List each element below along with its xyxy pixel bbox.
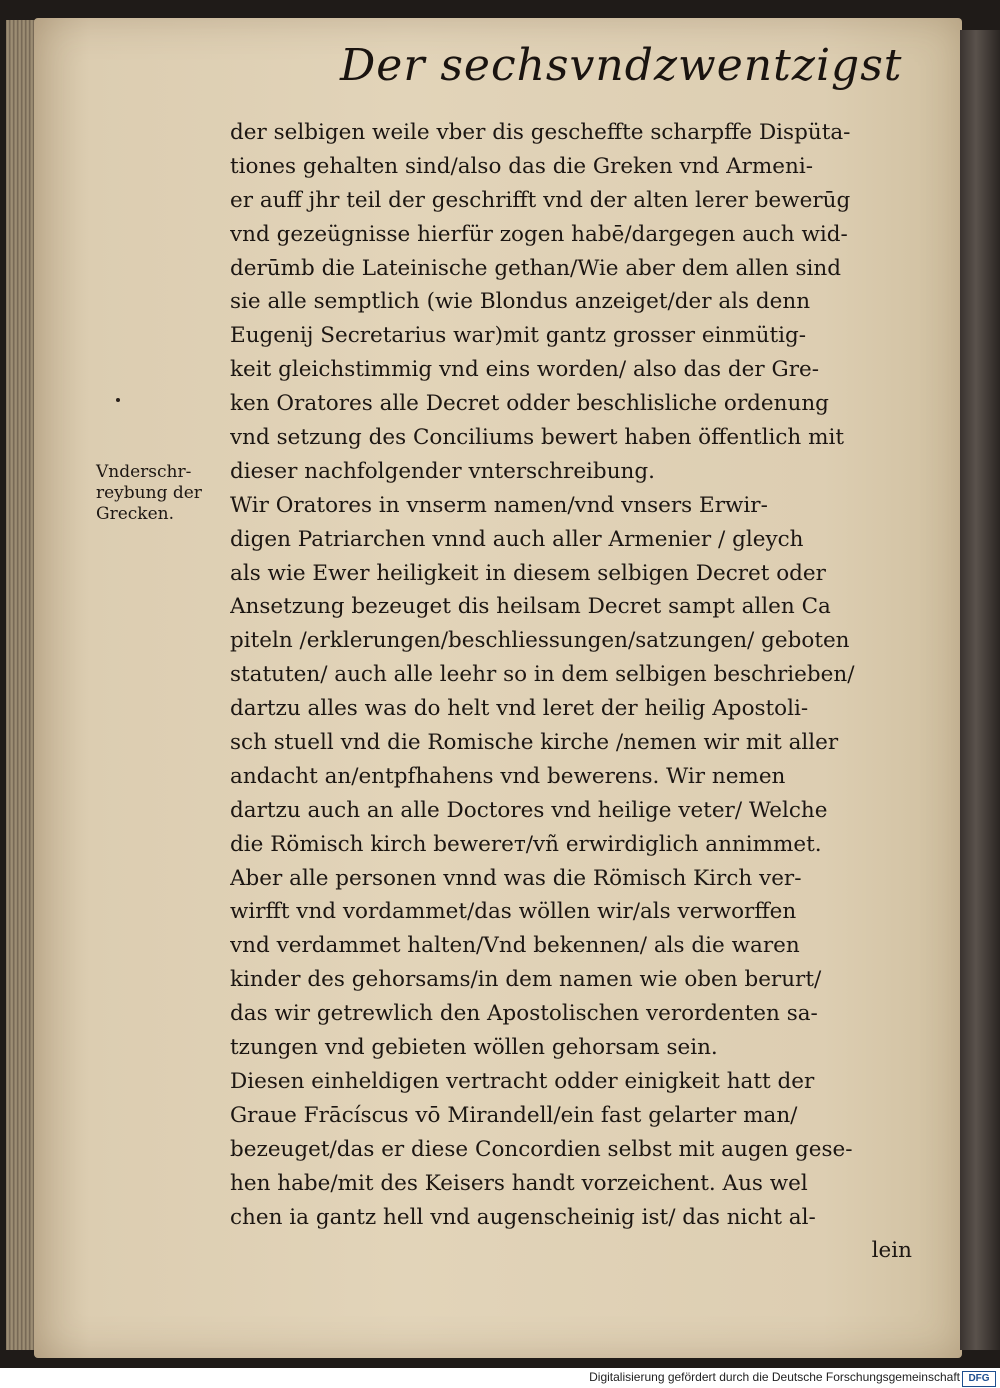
text-line: wirfft vnd vordammet/das wöllen wir/als verworffen (230, 899, 797, 925)
text-line: statuten/ auch alle leehr so in dem selbigen beschrieben/ (230, 662, 855, 688)
footer-bar (0, 1368, 1000, 1388)
text-line: digen Patriarchen vnnd auch aller Armenier / gleych (230, 526, 804, 552)
text-line: vnd setzung des Conciliums bewert haben öffentlich mit (230, 425, 844, 451)
text-line: hen habe/mit des Keisers handt vorzeichent. Aus wel (230, 1170, 808, 1196)
text-line: keit gleichstimmig vnd eins worden/ also das der Gre- (230, 357, 819, 383)
text-line: Eugenij Secretarius war)mit gantz grosser einmütig- (230, 323, 807, 349)
text-line: vnd gezeügnisse hierfür zogen habē/dargegen auch wid- (230, 221, 848, 247)
catchword: lein (871, 1238, 912, 1264)
margin-dot (116, 398, 120, 402)
text-line: als wie Ewer heiligkeit in diesem selbigen Decret oder (230, 560, 826, 586)
text-line: kinder des gehorsams/in dem namen wie oben berurt/ (230, 967, 822, 993)
text-line: Ansetzung bezeuget dis heilsam Decret sampt allen Ca (230, 594, 831, 620)
body-text (230, 116, 912, 1268)
text-line: chen ia gantz hell vnd augenscheinig ist/ das nicht al- (230, 1204, 816, 1230)
text-line: derūmb die Lateinische gethan/Wie aber dem allen sind (230, 255, 841, 281)
margin-note-line: reybung der (96, 483, 202, 503)
text-line: der selbigen weile vber dis gescheffte scharpffe Dispüta- (230, 120, 851, 145)
margin-note-line: Grecken. (96, 504, 175, 524)
text-line: piteln /erklerungen/beschliessungen/satzungen/ geboten (230, 628, 850, 654)
text-line: andacht an/entpfhahens vnd bewerens. Wir nemen (230, 763, 786, 789)
text-line: Wir Oratores in vnserm namen/vnd vnsers Erwir- (230, 492, 768, 518)
text-line: Diesen einheldigen vertracht odder einigkeit hatt der (230, 1068, 815, 1094)
text-line: dartzu auch an alle Doctores vnd heilige veter/ Welche (230, 797, 828, 823)
text-line: Graue Frācíscus vō Mirandell/ein fast gelarter man/ (230, 1102, 798, 1128)
text-line: die Römisch kirch bewerет/vñ erwirdiglich annimmet. (230, 831, 822, 857)
page-edge-right (960, 30, 1000, 1350)
footer-credit: Digitalisierung gefördert durch die Deutsche Forschungsgemeinschaft (589, 1370, 960, 1384)
text-line: Aber alle personen vnnd was die Römisch Kirch ver- (230, 865, 802, 891)
text-line: das wir getrewlich den Apostolischen verordenten sa- (230, 1001, 818, 1027)
text-line: dartzu alles was do helt vnd leret der heilig Apostoli- (230, 696, 809, 722)
text-line: er auff jhr teil der geschrifft vnd der alten lerer bewerūg (230, 187, 851, 213)
text-line: dieser nachfolgender vnterschreibung. (230, 458, 655, 484)
text-line: tiones gehalten sind/also das die Greken vnd Armeni- (230, 153, 813, 179)
text-line: ken Oratores alle Decret odder beschlisliche ordenung (230, 391, 829, 417)
margin-note-line: Vnderschr- (96, 462, 192, 482)
running-head: Der sechsvndzwentzigst (340, 40, 903, 91)
text-line: sie alle semptlich (wie Blondus anzeiget/der als denn (230, 289, 811, 315)
text-line: tzungen vnd gebieten wöllen gehorsam sein. (230, 1035, 718, 1061)
text-line: bezeuget/das er diese Concordien selbst mit augen gese- (230, 1136, 853, 1162)
dfg-logo: DFG (962, 1371, 996, 1387)
margin-note (96, 462, 226, 525)
text-line: vnd verdammet halten/Vnd bekennen/ als die waren (230, 933, 800, 959)
page-edge-left (6, 20, 36, 1350)
text-line: sch stuell vnd die Romische kirche /nemen wir mit aller (230, 730, 839, 756)
